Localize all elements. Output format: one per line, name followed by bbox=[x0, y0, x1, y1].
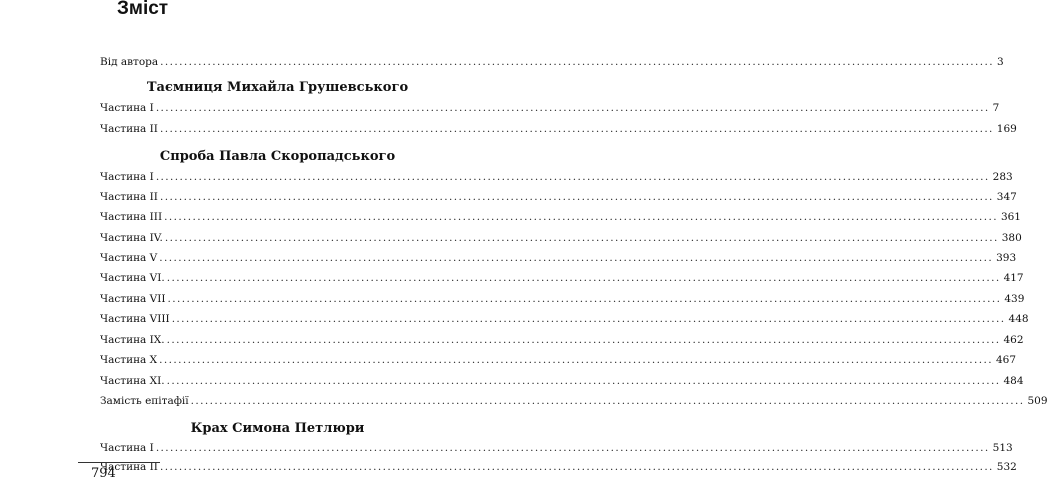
dot-leader: ................................................................................................................................................................................ bbox=[155, 171, 990, 183]
footer-rule bbox=[78, 462, 160, 463]
toc-entry[interactable] bbox=[100, 312, 1029, 326]
section-heading: Таємниця Михайла Грушевського bbox=[146, 80, 409, 95]
toc-entry-label: Частина I bbox=[100, 102, 154, 114]
toc-entry-label: Частина II bbox=[100, 191, 158, 203]
toc-entry-label: Від автора bbox=[100, 56, 159, 68]
toc-entry-label: Частина VIII bbox=[100, 313, 170, 325]
dot-leader: ................................................................................................................................................................................ bbox=[166, 375, 1001, 387]
toc-entry-label: Частина II bbox=[100, 123, 158, 135]
toc-entry-page: 467 bbox=[995, 354, 1017, 366]
toc-entry[interactable] bbox=[100, 394, 1048, 408]
toc-entry-page: 448 bbox=[1008, 313, 1029, 325]
dot-leader: ................................................................................................................................................................................ bbox=[155, 102, 990, 114]
toc-entry[interactable] bbox=[100, 353, 1017, 367]
dot-leader: ................................................................................................................................................................................ bbox=[159, 252, 994, 264]
dot-leader: ................................................................................................................................................................................ bbox=[167, 293, 1002, 305]
toc-entry-label: Частина XI. bbox=[100, 375, 165, 387]
toc-entry-label: Частина III bbox=[100, 211, 163, 223]
toc-entry[interactable] bbox=[100, 170, 1013, 184]
dot-leader: ................................................................................................................................................................................ bbox=[159, 461, 994, 473]
toc-entry-label: Частина VI. bbox=[100, 272, 165, 284]
toc-entry[interactable] bbox=[100, 210, 1021, 224]
dot-leader: ................................................................................................................................................................................ bbox=[171, 313, 1006, 325]
dot-leader: ................................................................................................................................................................................ bbox=[159, 354, 993, 366]
dot-leader: ................................................................................................................................................................................ bbox=[159, 123, 994, 135]
toc-entry-page: 283 bbox=[992, 171, 1013, 183]
toc-entry[interactable] bbox=[100, 271, 1024, 285]
toc-entry-page: 484 bbox=[1003, 375, 1024, 387]
page-number: 794 bbox=[91, 466, 116, 481]
toc-entry[interactable] bbox=[100, 231, 1022, 245]
toc-entry-page: 439 bbox=[1004, 293, 1025, 305]
toc-entry[interactable] bbox=[100, 122, 1017, 136]
dot-leader: ................................................................................................................................................................................ bbox=[155, 442, 990, 454]
toc-entry-label: Частина IX. bbox=[100, 334, 165, 346]
toc-entry-page: 513 bbox=[992, 442, 1013, 454]
dot-leader: ................................................................................................................................................................................ bbox=[160, 56, 994, 68]
dot-leader: ................................................................................................................................................................................ bbox=[166, 272, 1001, 284]
toc-entry-foreword[interactable] bbox=[100, 55, 1004, 69]
section-heading: Крах Симона Петлюри bbox=[190, 421, 365, 436]
toc-entry-page: 380 bbox=[1001, 232, 1022, 244]
toc-entry[interactable] bbox=[100, 374, 1024, 388]
toc-entry[interactable] bbox=[100, 292, 1025, 306]
toc-entry[interactable] bbox=[100, 333, 1024, 347]
toc-entry-label: Частина X bbox=[100, 354, 158, 366]
toc-entry-page: 393 bbox=[996, 252, 1017, 264]
toc-entry-label: Частина II bbox=[100, 461, 158, 473]
page-title: Зміст bbox=[117, 0, 169, 19]
dot-leader: ................................................................................................................................................................................ bbox=[164, 211, 998, 223]
toc-entry-label: Частина I bbox=[100, 171, 154, 183]
toc-entry[interactable] bbox=[100, 441, 1013, 455]
toc-entry-label: Частина V bbox=[100, 252, 158, 264]
toc-entry-page: 509 bbox=[1027, 395, 1048, 407]
section-heading: Спроба Павла Скоропадського bbox=[159, 149, 396, 164]
toc-entry[interactable] bbox=[100, 101, 1000, 115]
toc-entry-page: 3 bbox=[997, 56, 1004, 68]
toc-entry-label: Замість епітафії bbox=[100, 395, 189, 407]
toc-entry-page: 361 bbox=[1000, 211, 1021, 223]
toc-entry-page: 169 bbox=[996, 123, 1017, 135]
toc-entry-page: 347 bbox=[996, 191, 1017, 203]
toc-entry-label: Частина IV. bbox=[100, 232, 163, 244]
dot-leader: ................................................................................................................................................................................ bbox=[164, 232, 999, 244]
toc-entry-page: 532 bbox=[996, 461, 1017, 473]
toc-entry[interactable] bbox=[100, 251, 1017, 265]
toc-entry-page: 462 bbox=[1003, 334, 1024, 346]
toc-entry-page: 417 bbox=[1003, 272, 1024, 284]
toc-entry-label: Частина VII bbox=[100, 293, 166, 305]
dot-leader: ................................................................................................................................................................................ bbox=[159, 191, 994, 203]
toc-entry-label: Частина I bbox=[100, 442, 154, 454]
dot-leader: ................................................................................................................................................................................ bbox=[190, 395, 1025, 407]
toc-entry-page: 7 bbox=[992, 102, 1000, 114]
dot-leader: ................................................................................................................................................................................ bbox=[166, 334, 1001, 346]
toc-entry[interactable] bbox=[100, 190, 1017, 204]
